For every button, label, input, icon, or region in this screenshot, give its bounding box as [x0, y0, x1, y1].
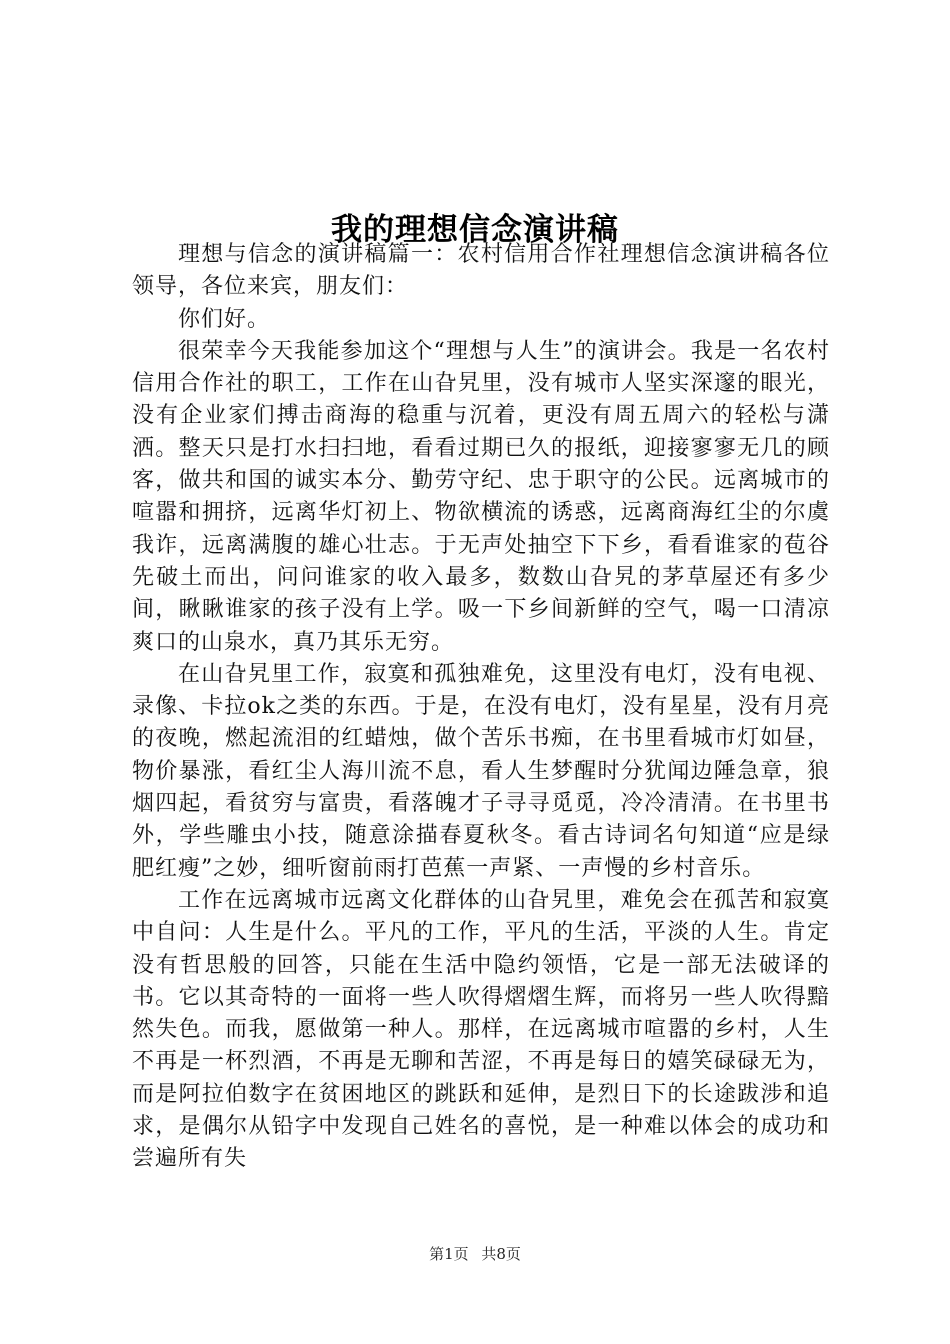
- paragraph-body-2: 在山旮旯里工作，寂寞和孤独难免，这里没有电灯，没有电视、录像、卡拉ok之类的东西。于是，在没有电灯，没有星星，没有月亮的夜晚，燃起流泪的红蜡烛，做个苦乐书痴，在书里看城市灯如昼，物价暴涨，看红尘人海川流不息，看人生梦醒时分犹闻边陲急章，狼烟四起，看贫穷与富贵，看落魄才子寻寻觅觅，冷冷清清。在书里书外，学些雕虫小技，随意涂描春夏秋冬。看古诗词名句知道“应是绿肥红瘦”之妙，细听窗前雨打芭蕉一声紧、一声慢的乡村音乐。: [132, 661, 830, 881]
- document-body: [132, 239, 830, 1176]
- page-number: 第1页: [429, 1245, 469, 1263]
- page-total: 共8页: [481, 1245, 521, 1263]
- document-title: 我的理想信念演讲稿: [331, 211, 619, 248]
- paragraph-intro: 理想与信念的演讲稿篇一：农村信用合作社理想信念演讲稿各位领导，各位来宾，朋友们：: [132, 242, 830, 300]
- paragraph-body-3: 工作在远离城市远离文化群体的山旮旯里，难免会在孤苦和寂寞中自问：人生是什么。平凡的工作，平凡的生活，平淡的人生。肯定没有哲思般的回答，只能在生活中隐约领悟，它是一部无法破译的书。它以其奇特的一面将一些人吹得熠熠生辉，而将另一些人吹得黯然失色。而我，愿做第一种人。那样，在远离城市喧嚣的乡村，人生不再是一杯烈酒，不再是无聊和苦涩，不再是每日的嬉笑碌碌无为，而是阿拉伯数字在贫困地区的跳跃和延伸，是烈日下的长途跋涉和追求，是偶尔从铅字中发现自己姓名的喜悦，是一种难以体会的成功和尝遍所有失: [132, 887, 830, 1172]
- paragraph-greeting: 你们好。: [178, 306, 271, 332]
- page-footer: [0, 1243, 950, 1265]
- paragraph-body-1: 很荣幸今天我能参加这个“理想与人生”的演讲会。我是一名农村信用合作社的职工，工作在山旮旯里，没有城市人坚实深邃的眼光，没有企业家们搏击商海的稳重与沉着，更没有周五周六的轻松与潇洒。整天只是打水扫扫地，看看过期已久的报纸，迎接寥寥无几的顾客，做共和国的诚实本分、勤劳守纪、忠于职守的公民。远离城市的喧嚣和拥挤，远离华灯初上、物欲横流的诱惑，远离商海红尘的尔虞我诈，远离满腹的雄心壮志。于无声处抽空下下乡，看看谁家的苞谷先破土而出，问问谁家的收入最多，数数山旮旯的茅草屋还有多少间，瞅瞅谁家的孩子没有上学。吸一下乡间新鲜的空气，喝一口清凉爽口的山泉水，真乃其乐无穷。: [132, 338, 830, 655]
